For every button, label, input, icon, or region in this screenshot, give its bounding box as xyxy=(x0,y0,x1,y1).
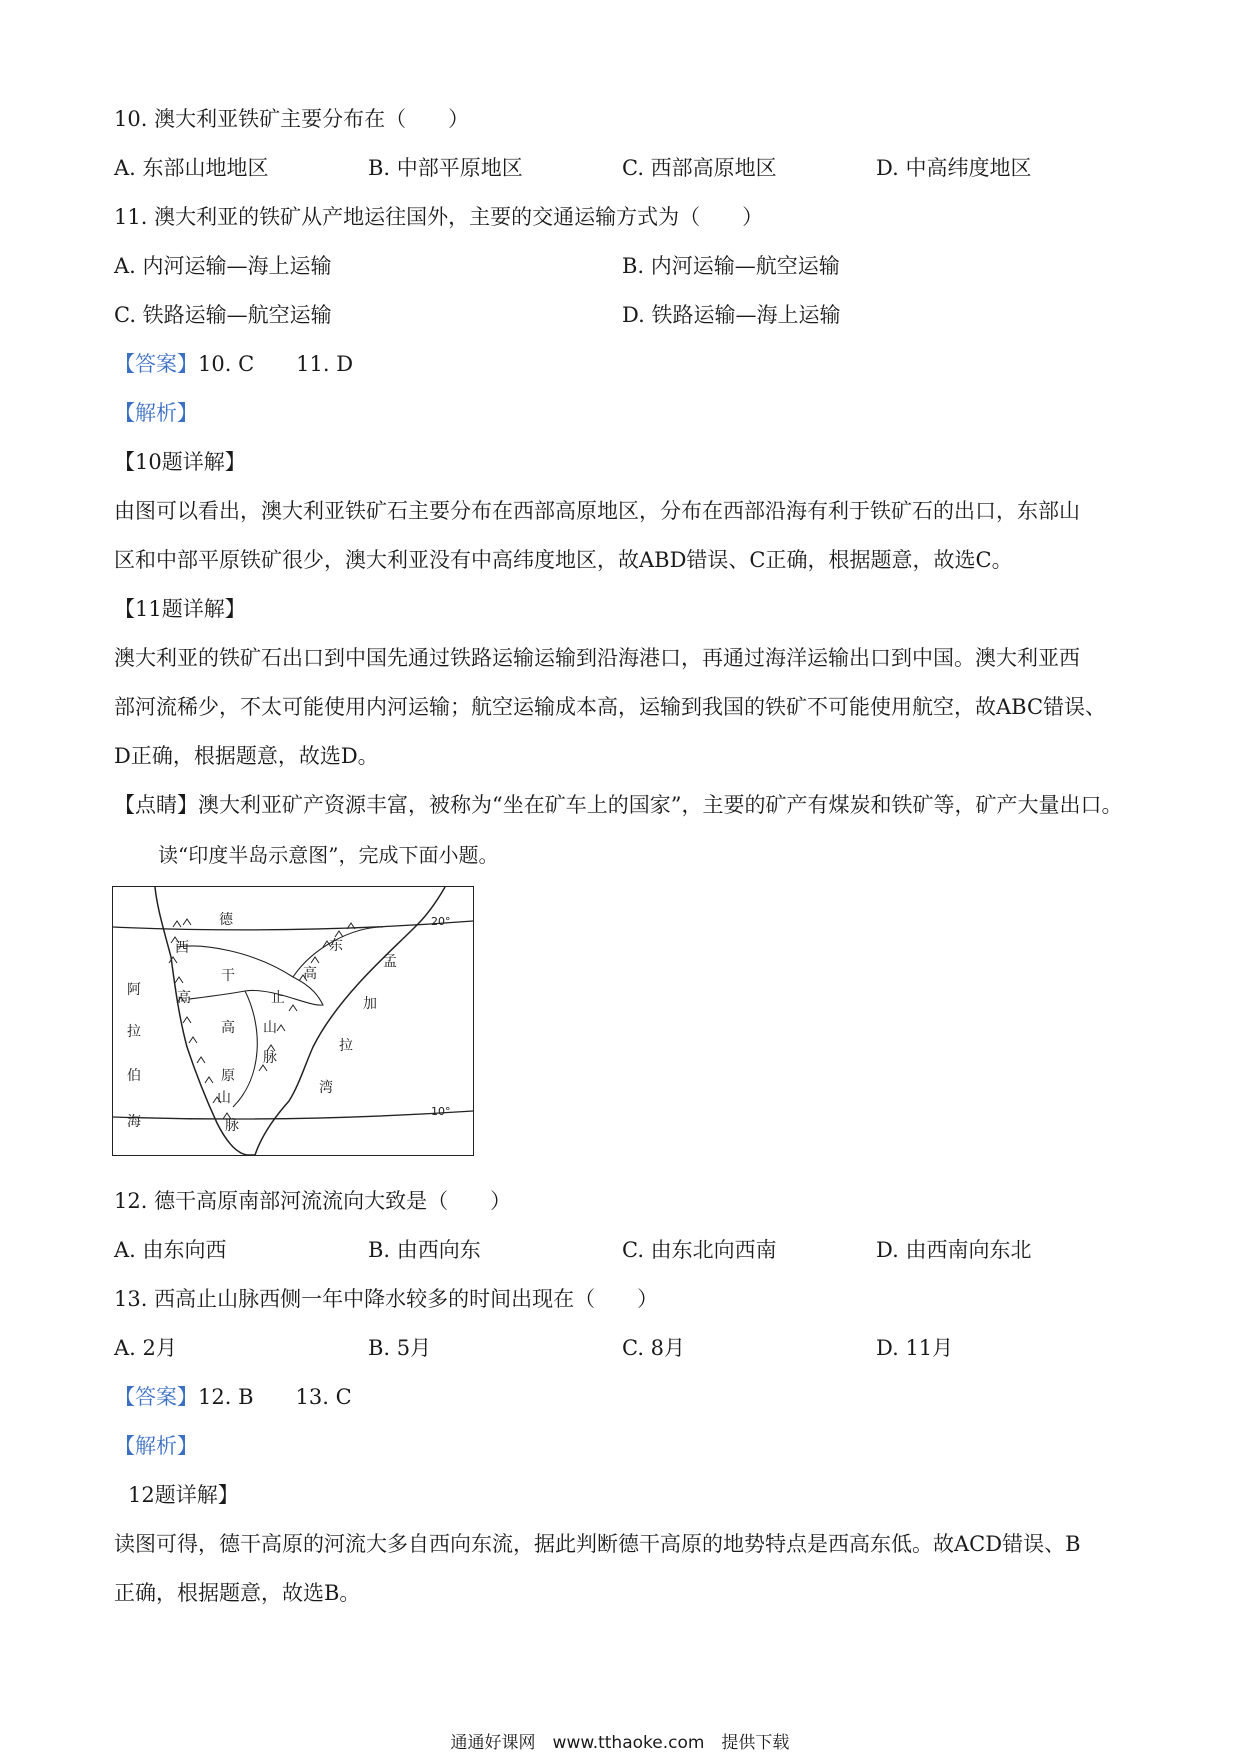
label-yuan: 原 xyxy=(221,1068,235,1084)
label-hai: 海 xyxy=(127,1114,141,1130)
label-e-shan: 山 xyxy=(263,1020,277,1036)
label-meng: 孟 xyxy=(383,954,397,970)
detail-12-line-2: 正确，根据题意，故选B。 xyxy=(114,1581,361,1605)
question-10-stem: 10. 澳大利亚铁矿主要分布在（ ） xyxy=(114,107,470,131)
q10-option-a: A. 东部山地地区 xyxy=(114,156,269,180)
detail-12-line-1: 读图可得，德干高原的河流大多自西向东流，据此判断德干高原的地势特点是西高东低。故ACD错误、B xyxy=(114,1532,1081,1556)
label-bo: 伯 xyxy=(127,1068,141,1084)
label-zhi: 止 xyxy=(271,990,285,1006)
answer-label: 【答案】 xyxy=(114,1385,198,1409)
answer-text: 12. B 13. C xyxy=(198,1385,352,1409)
q11-option-d: D. 铁路运输—海上运输 xyxy=(622,303,841,327)
map-intro: 读“印度半岛示意图”，完成下面小题。 xyxy=(158,843,499,867)
q13-option-a: A. 2月 xyxy=(114,1336,177,1360)
label-gao: 高 xyxy=(221,1020,235,1036)
label-a: 阿 xyxy=(127,982,141,998)
analysis-label: 【解析】 xyxy=(114,401,198,425)
q13-option-b: B. 5月 xyxy=(368,1336,432,1360)
label-wan: 湾 xyxy=(319,1080,333,1096)
answer-label: 【答案】 xyxy=(114,352,198,376)
detail-11-title: 【11题详解】 xyxy=(114,597,246,621)
label-la: 拉 xyxy=(127,1024,141,1040)
page-footer: 通通好课网 www.tthaoke.com 提供下载 xyxy=(450,1733,790,1753)
q11-option-b: B. 内河运输—航空运输 xyxy=(622,254,840,278)
q11-option-c: C. 铁路运输—航空运输 xyxy=(114,303,332,327)
label-dong: 东 xyxy=(329,938,343,954)
detail-11-line-3: D正确，根据题意，故选D。 xyxy=(114,744,379,768)
q13-option-d: D. 11月 xyxy=(876,1336,954,1360)
q10-option-d: D. 中高纬度地区 xyxy=(876,156,1032,180)
answer-block-1 xyxy=(114,349,353,379)
lat-10-label: 10° xyxy=(431,1105,451,1118)
label-gan: 干 xyxy=(221,968,235,984)
lat-20-label: 20° xyxy=(431,915,451,928)
label-w-shan: 山 xyxy=(217,1090,231,1106)
q10-option-c: C. 西部高原地区 xyxy=(622,156,777,180)
q12-option-c: C. 由东北向西南 xyxy=(622,1238,777,1262)
label-la2: 拉 xyxy=(339,1038,353,1054)
india-peninsula-map xyxy=(112,886,474,1156)
map-drawing xyxy=(113,887,473,1155)
q11-option-a: A. 内河运输—海上运输 xyxy=(114,254,332,278)
detail-10-line-2: 区和中部平原铁矿很少，澳大利亚没有中高纬度地区，故ABD错误、C正确，根据题意，故选C。 xyxy=(114,548,1013,572)
q10-option-b: B. 中部平原地区 xyxy=(368,156,523,180)
q13-option-c: C. 8月 xyxy=(622,1336,686,1360)
question-11-stem: 11. 澳大利亚的铁矿从产地运往国外，主要的交通运输方式为（ ） xyxy=(114,205,764,229)
detail-11-line-1: 澳大利亚的铁矿石出口到中国先通过铁路运输运输到沿海港口，再通过海洋运输出口到中国。澳大利亚西 xyxy=(114,646,1080,670)
q12-option-a: A. 由东向西 xyxy=(114,1238,227,1262)
label-jia: 加 xyxy=(363,996,377,1012)
answer-block-2 xyxy=(114,1382,352,1412)
label-xi: 西 xyxy=(175,940,189,956)
label-e-mai: 脉 xyxy=(263,1050,277,1066)
analysis-label: 【解析】 xyxy=(114,1434,198,1458)
tip-note: 【点睛】澳大利亚矿产资源丰富，被称为“坐在矿车上的国家”，主要的矿产有煤炭和铁矿等，矿产大量出口。 xyxy=(114,793,1123,817)
label-de: 德 xyxy=(219,912,233,928)
q12-option-b: B. 由西向东 xyxy=(368,1238,481,1262)
detail-10-line-1: 由图可以看出，澳大利亚铁矿石主要分布在西部高原地区，分布在西部沿海有利于铁矿石的出口，东部山 xyxy=(114,499,1080,523)
question-13-stem: 13. 西高止山脉西侧一年中降水较多的时间出现在（ ） xyxy=(114,1287,659,1311)
detail-11-line-2: 部河流稀少，不太可能使用内河运输；航空运输成本高，运输到我国的铁矿不可能使用航空，故ABC错误、 xyxy=(114,695,1107,719)
label-dong-gao: 高 xyxy=(303,966,317,982)
plateau-boundary xyxy=(177,946,323,1005)
answer-text: 10. C 11. D xyxy=(198,352,354,376)
question-12-stem: 12. 德干高原南部河流流向大致是（ ） xyxy=(114,1189,512,1213)
label-xi-gao: 高 xyxy=(177,990,191,1006)
label-w-mai: 脉 xyxy=(225,1118,239,1134)
detail-12-title: 12题详解】 xyxy=(128,1483,239,1507)
q12-option-d: D. 由西南向东北 xyxy=(876,1238,1032,1262)
detail-10-title: 【10题详解】 xyxy=(114,450,246,474)
latitude-line-10 xyxy=(113,1111,473,1119)
